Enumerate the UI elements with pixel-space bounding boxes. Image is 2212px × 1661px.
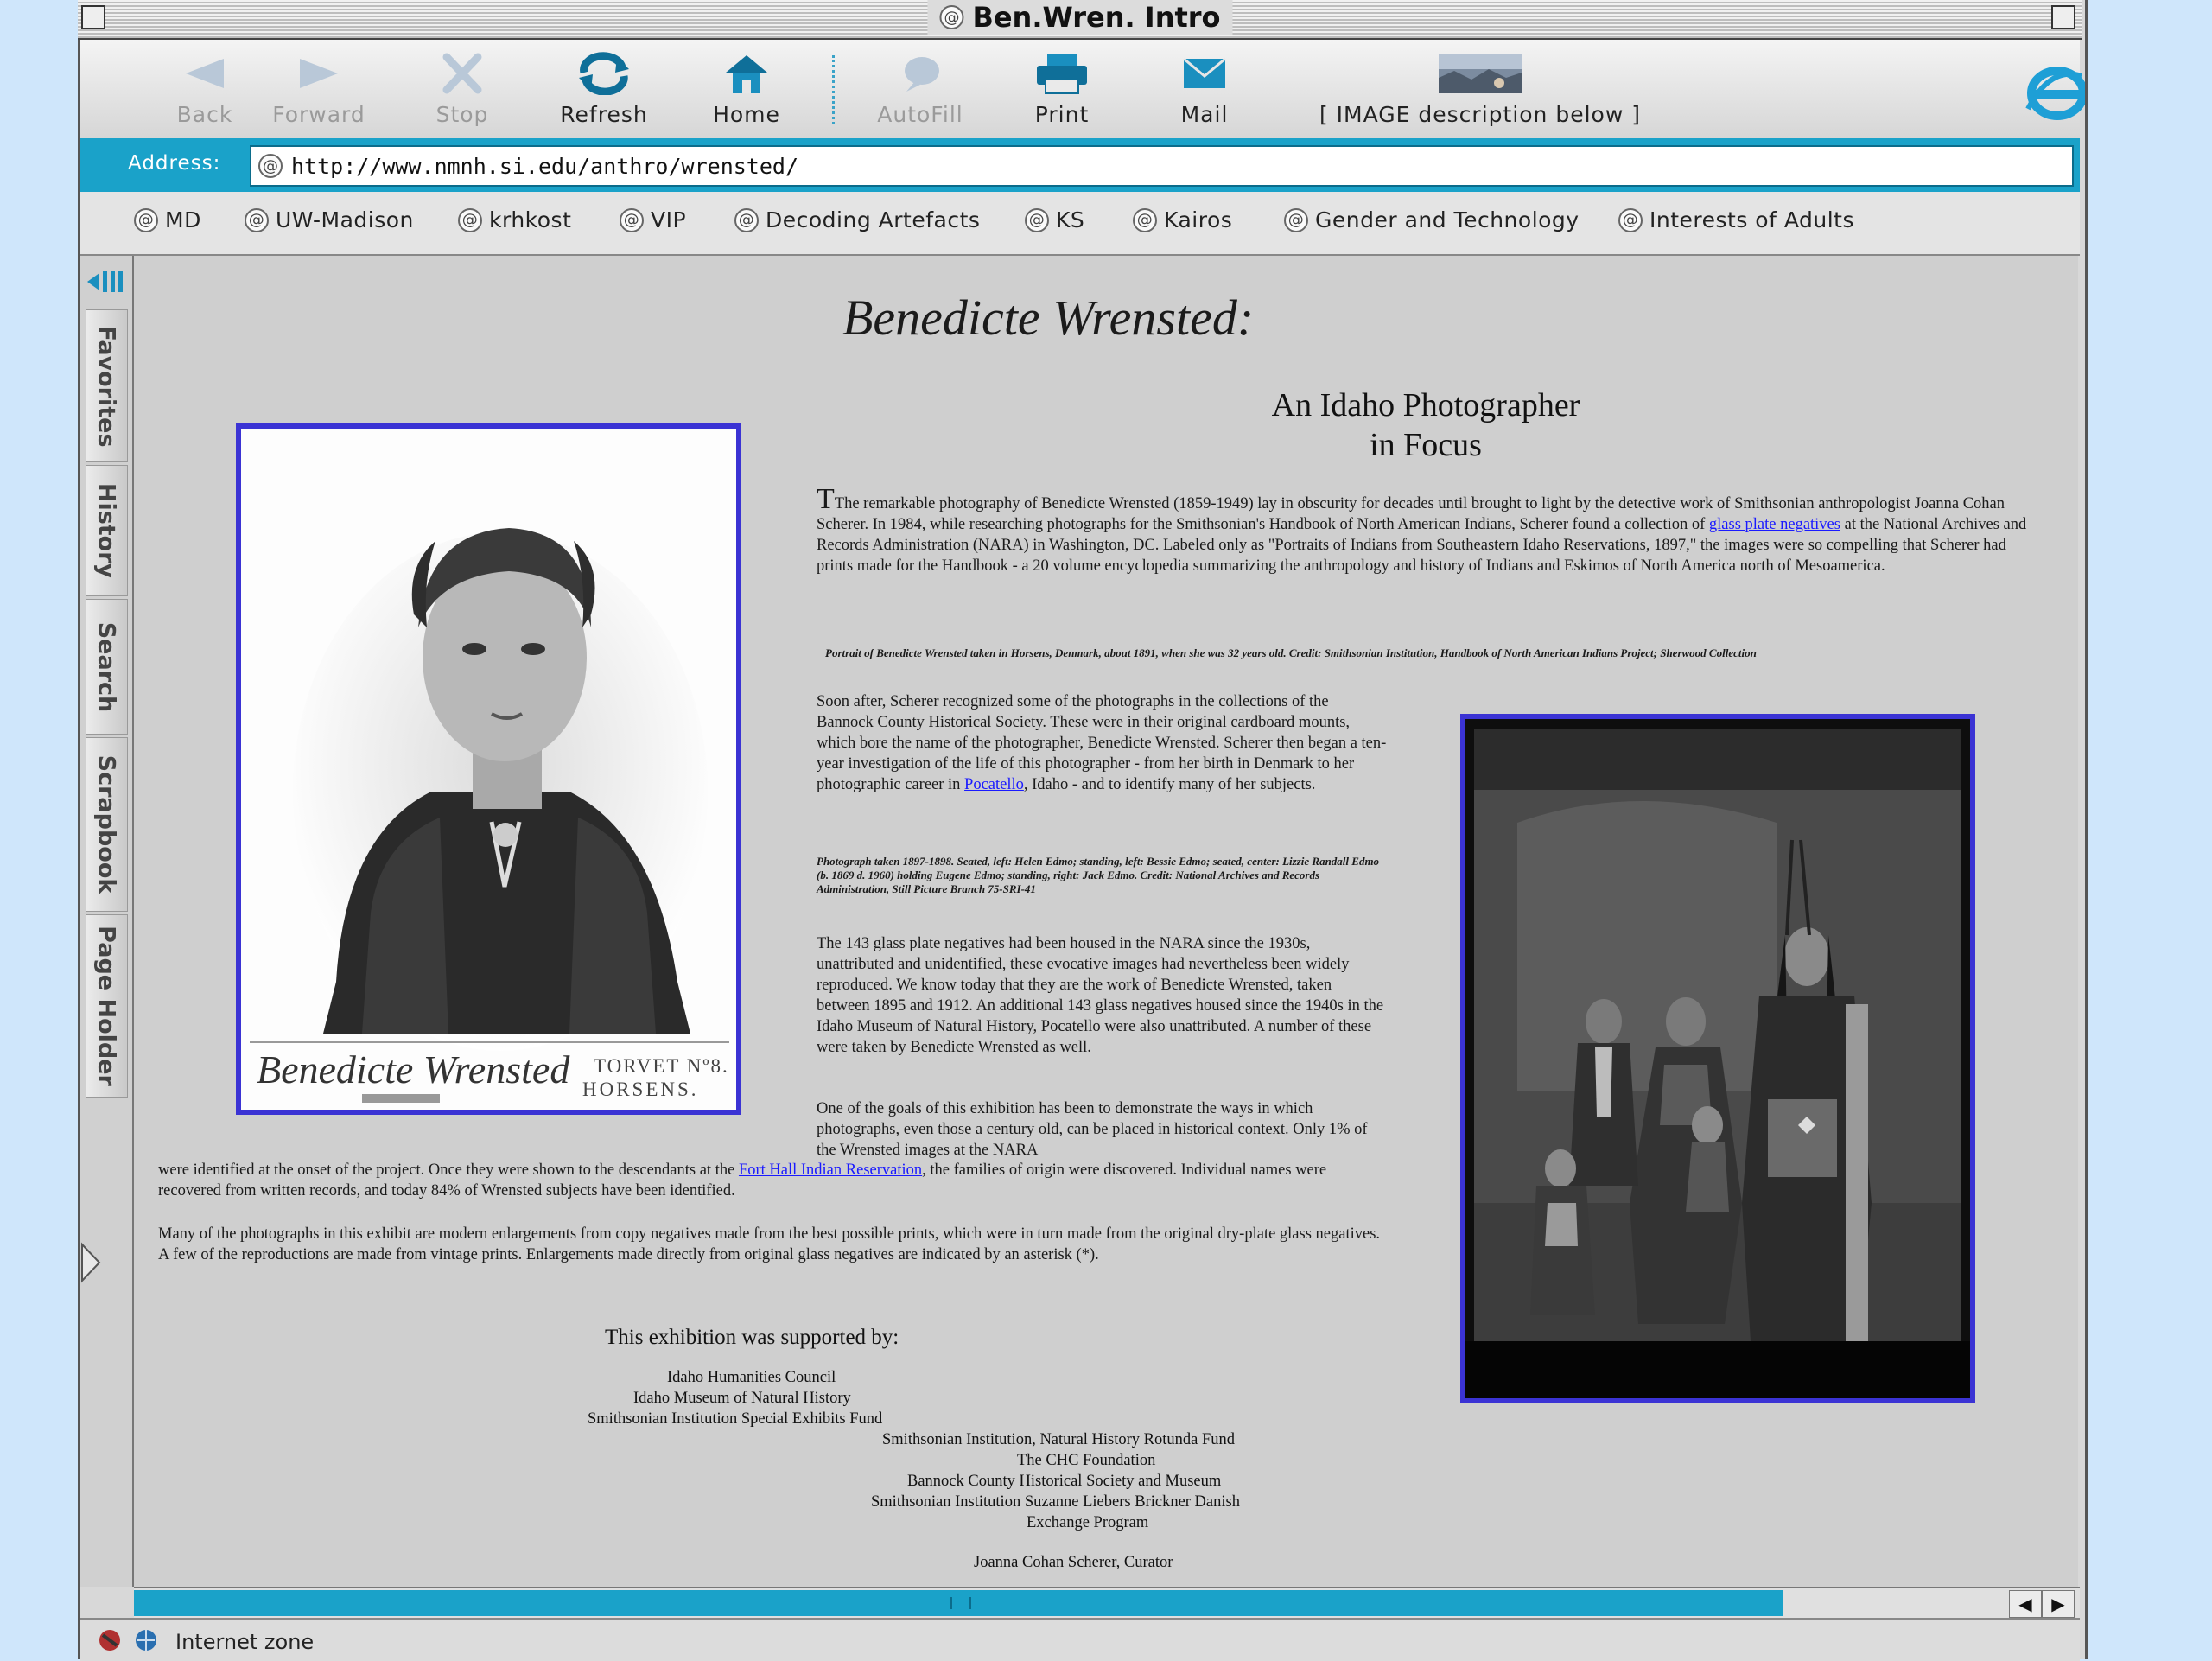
favorite-link-gender-and-technology[interactable] xyxy=(1284,207,1580,232)
address-page-icon: @ xyxy=(258,154,283,178)
image-description-label: [ IMAGE description below ] xyxy=(1319,102,1641,127)
left-arrow-icon: ◀ xyxy=(2018,1594,2032,1614)
print-label: Print xyxy=(1034,102,1090,127)
home-icon xyxy=(721,52,772,95)
stop-button[interactable] xyxy=(406,52,518,138)
sponsor-left: Idaho Humanities Council xyxy=(667,1369,836,1386)
scrollbar-thumb[interactable] xyxy=(134,1590,1783,1616)
side-tab-search[interactable] xyxy=(86,599,128,735)
mail-icon xyxy=(1179,52,1230,95)
close-box[interactable] xyxy=(81,5,105,29)
favorite-link-vip[interactable] xyxy=(620,207,686,232)
favorite-label: VIP xyxy=(651,207,687,232)
glass-plate-negatives-link[interactable]: glass plate negatives xyxy=(1708,516,1840,533)
home-label: Home xyxy=(713,102,780,127)
security-icon xyxy=(98,1628,124,1652)
scherer-text-b: , Idaho - and to identify many of her subjects. xyxy=(1023,776,1316,793)
portrait-studio-line-1: TORVET Nº8. xyxy=(594,1055,729,1077)
title-bar xyxy=(78,0,2082,40)
supported-by-heading: This exhibition was supported by: xyxy=(605,1326,899,1349)
thumb-grip-icon xyxy=(950,1597,971,1609)
window-title-wrap xyxy=(927,0,1232,35)
portrait-photo[interactable] xyxy=(236,423,741,1115)
sponsor-right: Smithsonian Institution, Natural History Rotunda Fund xyxy=(882,1431,1236,1448)
window-title: Ben.Wren. Intro xyxy=(972,1,1221,34)
thumbnail-image-icon xyxy=(1437,52,1523,95)
fort-hall-reservation-link[interactable]: Fort Hall Indian Reservation xyxy=(738,1161,923,1179)
autofill-icon xyxy=(894,52,946,95)
favorite-icon: @ xyxy=(1025,208,1049,232)
favorite-link-krhkost[interactable] xyxy=(458,207,571,232)
globe-icon xyxy=(134,1628,160,1652)
portrait-caption: Portrait of Benedicte Wrensted taken in Horsens, Denmark, about 1891, when she was 32 years old. Credit: Smithsonian Institution, Handbook of North American Indians Project; Sherwood Collection xyxy=(825,646,1757,659)
scroll-right-button[interactable] xyxy=(2042,1590,2075,1618)
favorite-icon: @ xyxy=(1618,208,1643,232)
sponsor-right: Bannock County Historical Society and Museum xyxy=(907,1473,1222,1490)
favorite-icon: @ xyxy=(734,208,759,232)
refresh-label: Refresh xyxy=(560,102,648,127)
side-tab-label: Scrapbook xyxy=(92,754,120,894)
favorite-label: UW-Madison xyxy=(276,207,414,232)
address-input[interactable] xyxy=(250,145,2074,187)
favorite-icon: @ xyxy=(458,208,482,232)
ie-logo-icon xyxy=(2024,57,2085,126)
page-icon: @ xyxy=(939,5,963,29)
goals-paragraph-top: One of the goals of this exhibition has been to demonstrate the ways in which photographs, even those a century old, can be placed in historical context. Only 1% of the Wrensted images at the NARA xyxy=(817,1100,1368,1159)
zoom-box[interactable] xyxy=(2051,5,2075,29)
favorite-label: Gender and Technology xyxy=(1315,207,1580,232)
favorite-icon: @ xyxy=(245,208,269,232)
favorite-icon: @ xyxy=(134,208,158,232)
explorer-side-tabs xyxy=(80,256,134,1587)
sponsor-right: Exchange Program xyxy=(1027,1514,1149,1531)
stop-label: Stop xyxy=(435,102,489,127)
stop-x-icon xyxy=(436,52,488,95)
side-tab-page-holder[interactable] xyxy=(86,914,128,1098)
toolbar-separator xyxy=(832,55,835,124)
refresh-button[interactable] xyxy=(548,52,660,138)
autofill-button[interactable] xyxy=(864,52,976,138)
back-button[interactable] xyxy=(149,52,261,138)
sponsor-left: Smithsonian Institution Special Exhibits Fund xyxy=(588,1410,883,1428)
favorite-label: krhkost xyxy=(489,207,572,232)
favorite-label: KS xyxy=(1056,207,1085,232)
favorite-link-kairos[interactable] xyxy=(1133,207,1232,232)
favorite-icon: @ xyxy=(1133,208,1157,232)
page-title: Benedicte Wrensted: xyxy=(842,290,1255,346)
goals-paragraph-bottom xyxy=(158,1160,1385,1201)
forward-arrow-icon xyxy=(293,52,345,95)
refresh-icon xyxy=(574,52,634,95)
side-tab-label: Search xyxy=(92,621,120,712)
side-tab-label: Favorites xyxy=(92,324,120,448)
intro-text-a: The remarkable photography of Benedicte Wrensted (1859-1949) lay in obscurity for decades until brought to light by the detective work of Smithsonian anthropologist Joanna Cohan Scherer. In 1984, while researching photographs for the Smithsonian's Handbook of North American Indians, Scherer found a collection of xyxy=(817,495,2005,533)
back-label: Back xyxy=(176,102,233,127)
side-tab-label: Page Holder xyxy=(92,926,120,1086)
favorite-label: MD xyxy=(165,207,201,232)
image-description-button[interactable] xyxy=(1273,52,1688,138)
forward-label: Forward xyxy=(272,102,365,127)
address-bar xyxy=(80,138,2080,192)
sponsor-right: The CHC Foundation xyxy=(1017,1452,1156,1469)
home-button[interactable] xyxy=(690,52,803,138)
mail-label: Mail xyxy=(1180,102,1229,127)
back-arrow-icon xyxy=(179,52,231,95)
collapse-sidebar-icon[interactable] xyxy=(86,264,129,299)
sponsor-right: Smithsonian Institution Suzanne Liebers Brickner Danish xyxy=(871,1493,1240,1511)
side-tab-favorites[interactable] xyxy=(86,309,128,462)
family-image xyxy=(1465,719,1970,1398)
pocatello-link[interactable]: Pocatello xyxy=(964,776,1024,793)
side-tab-scrapbook[interactable] xyxy=(86,737,128,912)
intro-text-b: at the National Archives and Records Administration (NARA) in Washington, DC. Labeled only as "Portraits of Indians from Southeastern Idaho Reservations, 1897," the images were so compelling that Scherer had prints made for the Handbook - a 20 volume encyclopedia summarizing the anthropology and history of Indians and Eskimos of North America north of Mesoamerica. xyxy=(817,516,2027,575)
favorite-label: Interests of Adults xyxy=(1649,207,1855,232)
address-label: Address: xyxy=(128,152,221,175)
autofill-label: AutoFill xyxy=(877,102,963,127)
favorite-link-interests-of-adults[interactable] xyxy=(1618,207,1854,232)
favorite-label: Kairos xyxy=(1164,207,1233,232)
favorite-link-ks[interactable] xyxy=(1025,207,1084,232)
favorite-icon: @ xyxy=(620,208,644,232)
toolbar xyxy=(80,40,2080,140)
family-photo-caption: Photograph taken 1897-1898. Seated, left: Helen Edmo; standing, left: Bessie Edmo; seated, center: Lizzie Randall Edmo (b. 1869 d. 1960) holding Eugene Edmo; standing, right: Jack Edmo. Credit: National Archives and Records Administration, Still Picture Branch 75-SRI-41 xyxy=(817,855,1380,895)
web-content xyxy=(134,256,2078,1587)
right-arrow-icon: ▶ xyxy=(2051,1594,2065,1614)
favorite-link-md[interactable] xyxy=(134,207,201,232)
mail-button[interactable] xyxy=(1148,52,1261,138)
scherer-paragraph xyxy=(817,691,1387,795)
horizontal-scrollbar[interactable] xyxy=(134,1587,2080,1620)
status-bar xyxy=(80,1618,2080,1661)
status-zone-text: Internet zone xyxy=(175,1630,315,1654)
address-url[interactable]: http://www.nmnh.si.edu/anthro/wrensted/ xyxy=(291,153,798,179)
subtitle-line-1: An Idaho Photographer xyxy=(1271,387,1580,423)
portrait-studio-line-2: HORSENS. xyxy=(582,1079,699,1100)
favorite-link-uw-madison[interactable] xyxy=(245,207,414,232)
go-button[interactable]: › xyxy=(2030,149,2042,181)
print-button[interactable] xyxy=(1006,52,1118,138)
negatives-paragraph: The 143 glass plate negatives had been housed in the NARA since the 1930s, unattributed and unidentified, these evocative images had nevertheless been widely reproduced. We know today that they are the work of Benedicte Wrensted, taken between 1895 and 1912. An additional 143 glass negatives housed since the 1940s in the Idaho Museum of Natural History, Pocatello were also unattributed. A number of these were taken by Benedicte Wrensted as well. xyxy=(817,935,1384,1056)
favorite-label: Decoding Artefacts xyxy=(766,207,981,232)
side-tab-label: History xyxy=(92,482,120,579)
favorite-link-decoding-artefacts[interactable] xyxy=(734,207,980,232)
curator-credit: Joanna Cohan Scherer, Curator xyxy=(974,1554,1173,1571)
scherer-text-a: Soon after, Scherer recognized some of the photographs in the collections of the Bannock County Historical Society. These were in their original cardboard mounts, which bore the name of the photographer, Benedicte Wrensted. Scherer then began a ten-year investigation of the life of this photographer - from her birth in Denmark to her photographic career in xyxy=(817,693,1387,793)
favorite-icon: @ xyxy=(1284,208,1308,232)
subtitle-line-2: in Focus xyxy=(1370,427,1482,463)
sponsor-left: Idaho Museum of Natural History xyxy=(633,1390,851,1407)
scroll-left-button[interactable] xyxy=(2009,1590,2042,1618)
intro-paragraph xyxy=(817,483,2035,576)
sidebar-resize-handle[interactable] xyxy=(80,1241,103,1284)
family-photo[interactable] xyxy=(1460,714,1975,1403)
goals-text-c: , the families of origin were discovered. Individual names were recovered from written records, and today 84% of Wrensted subjects have been identified. xyxy=(158,1161,1327,1200)
forward-button[interactable] xyxy=(263,52,375,138)
drop-cap: T xyxy=(817,483,835,515)
portrait-image xyxy=(241,429,736,1110)
printer-icon xyxy=(1032,52,1092,95)
internet-explorer-logo xyxy=(2024,57,2085,126)
favorites-bar xyxy=(80,192,2080,256)
enlargements-paragraph: Many of the photographs in this exhibit are modern enlargements from copy negatives made from the best possible prints, which were in turn made from the original dry-plate glass negatives. A few of the reproductions are made from vintage prints. Enlargements made directly from original glass negatives are indicated by an asterisk (*). xyxy=(158,1225,1381,1263)
portrait-signature: Benedicte Wrensted xyxy=(257,1047,570,1091)
goals-text-b: were identified at the onset of the project. Once they were shown to the descendants at the xyxy=(158,1161,739,1179)
side-tab-history[interactable] xyxy=(86,465,128,596)
page-subtitle xyxy=(1210,385,1642,465)
